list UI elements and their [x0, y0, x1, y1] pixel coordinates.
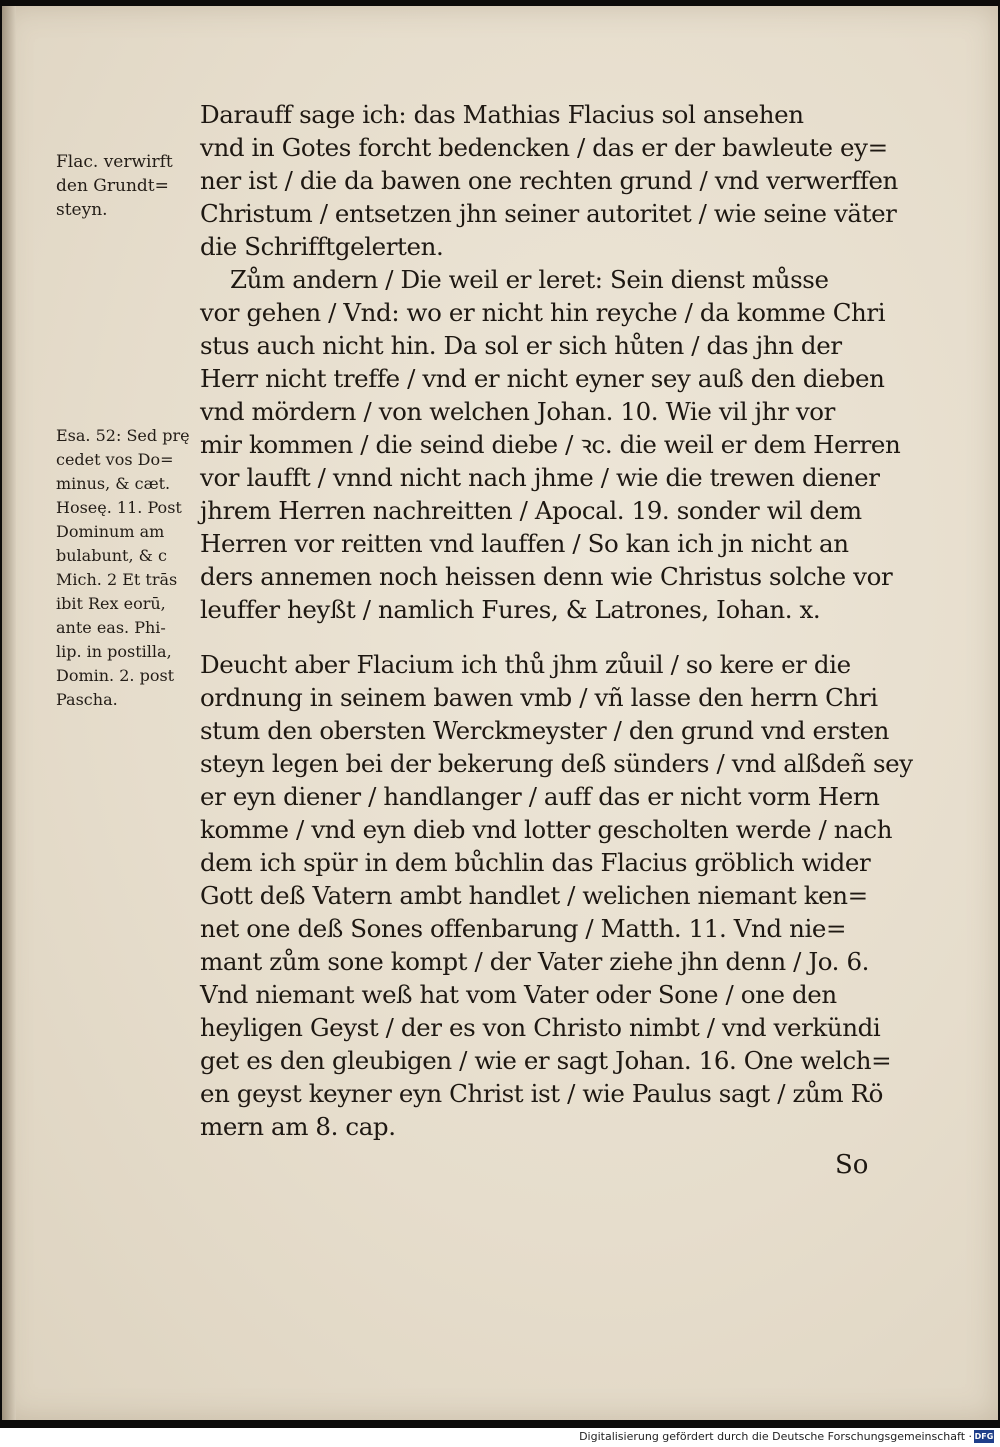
text-line: ordnung in seinem bawen vmb / vñ lasse den herrn Chri — [200, 683, 878, 712]
marginal-note-1 — [56, 150, 173, 222]
text-line: heyligen Geyst / der es von Christo nimbt / vnd verkündi — [200, 1013, 881, 1042]
text-line: Deucht aber Flacium ich thů jhm zůuil / so kere er die — [200, 650, 851, 679]
text-line: Gott deß Vatern ambt handlet / welichen niemant ken= — [200, 881, 868, 910]
text-line: er eyn diener / handlanger / auff das er nicht vorm Hern — [200, 782, 880, 811]
text-line: vnd mördern / von welchen Johan. 10. Wie vil jhr vor — [200, 397, 835, 426]
marginal-note-line: lip. in postilla, — [56, 642, 172, 661]
funding-credit: Digitalisierung gefördert durch die Deutsche Forschungsgemeinschaft · — [579, 1430, 972, 1443]
text-line: get es den gleubigen / wie er sagt Johan. 16. One welch= — [200, 1046, 892, 1075]
text-line: dem ich spür in dem bůchlin das Flacius gröblich wider — [200, 848, 871, 877]
text-line: vnd in Gotes forcht bedencken / das er der bawleute ey= — [200, 133, 888, 162]
text-line: mir kommen / die seind diebe / ꝛc. die weil er dem Herren — [200, 430, 901, 459]
marginal-note-line: Dominum am — [56, 522, 165, 541]
marginal-note-line: Hoseę. 11. Post — [56, 498, 182, 517]
main-text-block — [200, 98, 913, 1143]
marginal-note-2 — [56, 424, 190, 712]
marginal-note-line: ante eas. Phi- — [56, 618, 166, 637]
text-line: stum den obersten Werckmeyster / den grund vnd ersten — [200, 716, 890, 745]
marginal-note-line: den Grundt= — [56, 176, 169, 196]
text-line: ner ist / die da bawen one rechten grund / vnd verwerffen — [200, 166, 898, 195]
text-line: komme / vnd eyn dieb vnd lotter gescholten werde / nach — [200, 815, 893, 844]
text-line: Darauff sage ich: das Mathias Flacius sol ansehen — [200, 100, 804, 129]
marginal-note-line: Pascha. — [56, 690, 118, 709]
paragraph-2-cont — [200, 296, 900, 626]
text-line: stus auch nicht hin. Da sol er sich hůten / das jhn der — [200, 331, 842, 360]
dfg-logo: DFG — [974, 1432, 994, 1441]
text-line: Vnd niemant weß hat vom Vater oder Sone / one den — [200, 980, 837, 1009]
marginal-note-line: Esa. 52: Sed prę — [56, 426, 190, 445]
text-line: en geyst keyner eyn Christ ist / wie Paulus sagt / zům Rö — [200, 1079, 884, 1108]
text-line: jhrem Herren nachreitten / Apocal. 19. sonder wil dem — [200, 496, 862, 525]
marginal-note-line: cedet vos Do= — [56, 450, 174, 469]
text-line: steyn legen bei der bekerung deß sünders / vnd alßdeñ sey — [200, 749, 913, 778]
paragraph-2 — [200, 263, 900, 296]
text-line: leuffer heyßt / namlich Fures, & Latrones, Iohan. x. — [200, 595, 821, 624]
text-line: vor laufft / vnnd nicht nach jhme / wie die trewen diener — [200, 463, 880, 492]
marginal-note-line: Mich. 2 Et trās — [56, 570, 178, 589]
marginal-note-line: Domin. 2. post — [56, 666, 175, 685]
marginal-note-line: minus, & cæt. — [56, 474, 171, 493]
paragraph-spacer — [200, 626, 900, 648]
marginal-note-line: Flac. verwirft — [56, 152, 173, 172]
marginal-note-line: bulabunt, & c — [56, 546, 167, 565]
text-line: mern am 8. cap. — [200, 1112, 396, 1141]
text-line: die Schrifftgelerten. — [200, 232, 444, 261]
text-line: Christum / entsetzen jhn seiner autoritet / wie seine väter — [200, 199, 897, 228]
text-line: mant zům sone kompt / der Vater ziehe jhn denn / Jo. 6. — [200, 947, 870, 976]
text-line: Zům andern / Die weil er leret: Sein dienst můsse — [230, 265, 829, 294]
text-line: ders annemen noch heissen denn wie Christus solche vor — [200, 562, 893, 591]
paragraph-1 — [200, 98, 900, 263]
marginal-note-line: steyn. — [56, 200, 108, 220]
text-line: Herren vor reitten vnd lauffen / So kan ich jn nicht an — [200, 529, 849, 558]
marginal-note-line: ibit Rex eorū, — [56, 594, 166, 613]
text-line: vor gehen / Vnd: wo er nicht hin reyche / da komme Chri — [200, 298, 886, 327]
paragraph-3 — [200, 648, 913, 1143]
text-line: net one deß Sones offenbarung / Matth. 11. Vnd nie= — [200, 914, 847, 943]
catchword: So — [835, 1150, 869, 1180]
text-line: Herr nicht treffe / vnd er nicht eyner sey auß den dieben — [200, 364, 885, 393]
page-gutter-shadow — [2, 6, 16, 1420]
